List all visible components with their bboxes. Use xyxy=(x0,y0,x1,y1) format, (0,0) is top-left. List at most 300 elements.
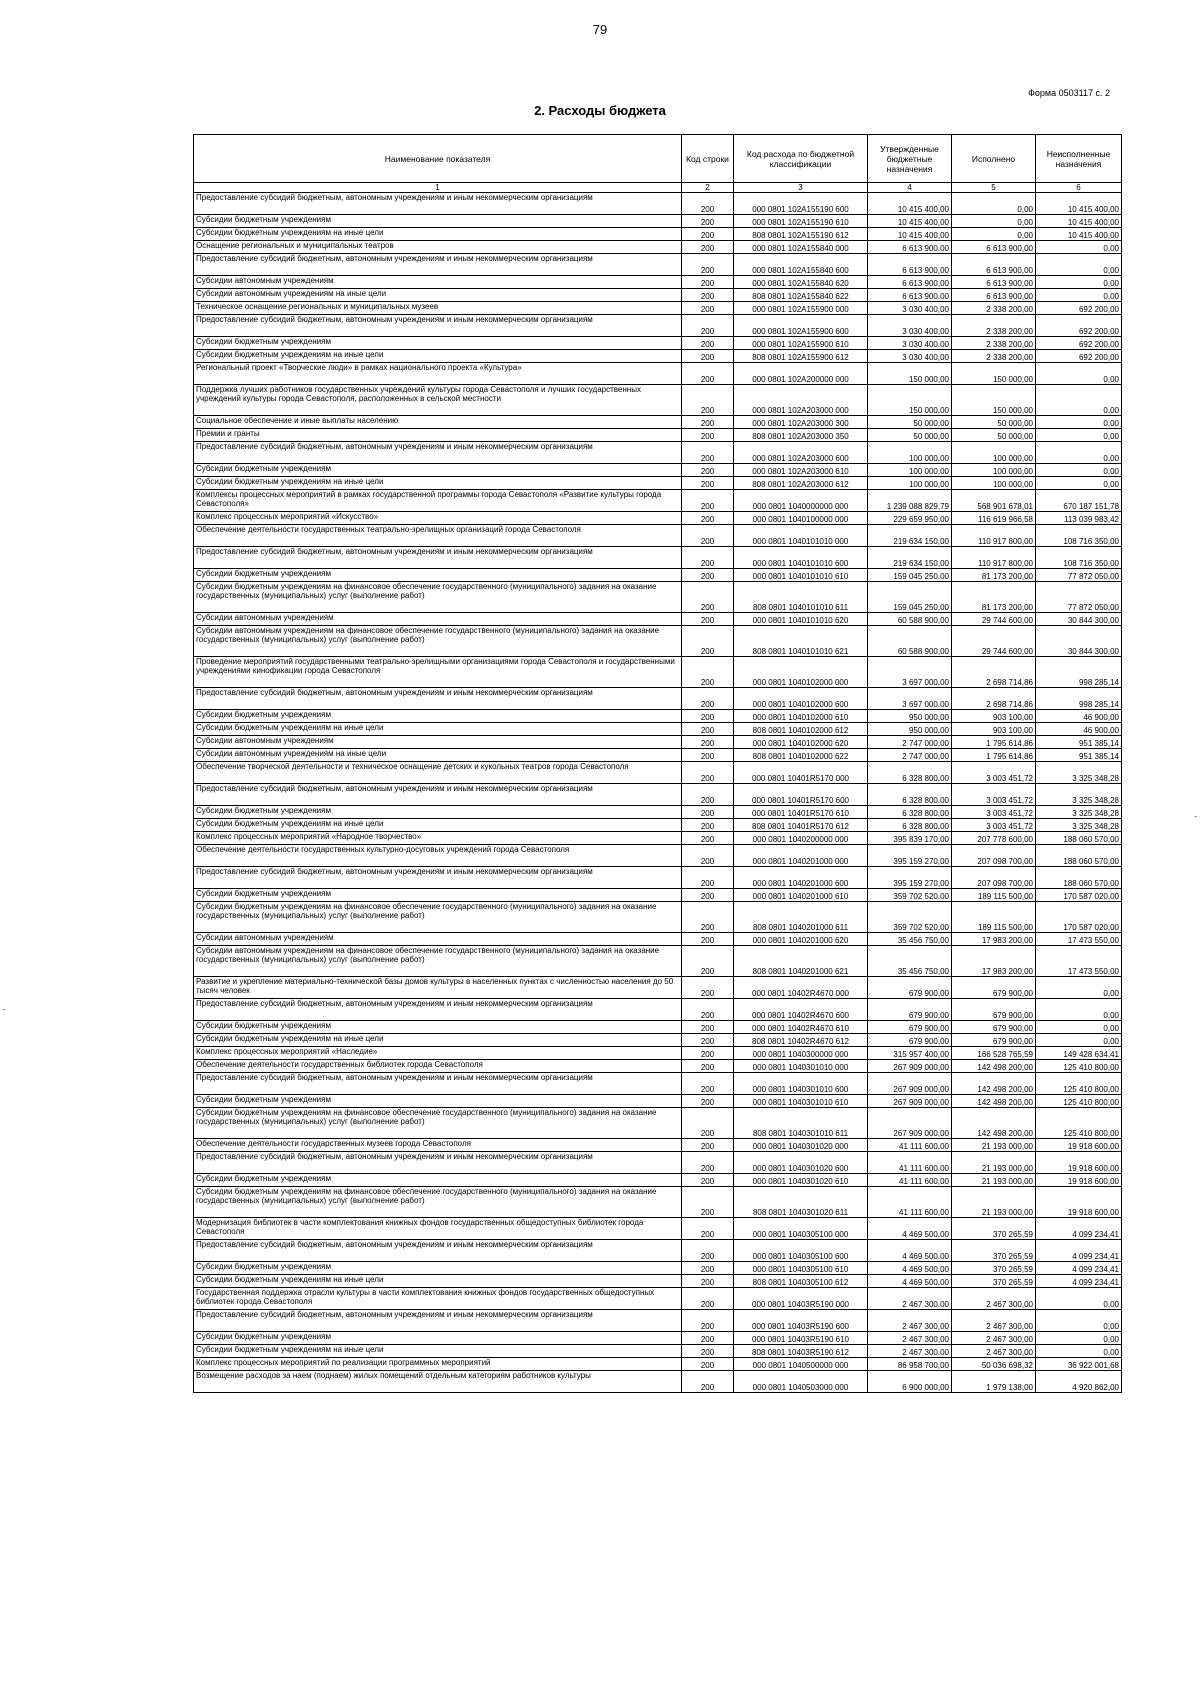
row-indicator-name: Обеспечение деятельности государственных музеев города Севастополя xyxy=(194,1139,682,1152)
row-classification-code: 000 0801 10401R5170 600 xyxy=(734,784,868,806)
header-approved: Утвержденные бюджетные назначения xyxy=(868,135,952,183)
row-line-code: 200 xyxy=(682,1139,734,1152)
row-classification-code: 000 0801 102А203000 600 xyxy=(734,442,868,464)
row-unexecuted: 0,00 xyxy=(1036,276,1122,289)
row-executed: 17 983 200,00 xyxy=(952,933,1036,946)
row-approved: 679 900,00 xyxy=(868,977,952,999)
row-approved: 3 697 000,00 xyxy=(868,657,952,688)
row-unexecuted: 10 415 400,00 xyxy=(1036,193,1122,215)
row-unexecuted: 0,00 xyxy=(1036,254,1122,276)
row-unexecuted: 4 099 234,41 xyxy=(1036,1240,1122,1262)
row-indicator-name: Техническое оснащение региональных и муниципальных музеев xyxy=(194,302,682,315)
row-line-code: 200 xyxy=(682,710,734,723)
row-approved: 359 702 520,00 xyxy=(868,889,952,902)
row-line-code: 200 xyxy=(682,626,734,657)
table-row xyxy=(194,512,1122,525)
row-line-code: 200 xyxy=(682,1187,734,1218)
row-unexecuted: 19 918 600,00 xyxy=(1036,1187,1122,1218)
row-indicator-name: Комплекс процессных мероприятий «Народное творчество» xyxy=(194,832,682,845)
table-row xyxy=(194,1275,1122,1288)
row-executed: 3 003 451,72 xyxy=(952,784,1036,806)
row-classification-code: 000 0801 102А203000 610 xyxy=(734,464,868,477)
row-approved: 6 613 900,00 xyxy=(868,276,952,289)
row-approved: 10 415 400,00 xyxy=(868,193,952,215)
row-classification-code: 000 0801 10402R4670 600 xyxy=(734,999,868,1021)
table-row xyxy=(194,1060,1122,1073)
row-unexecuted: 0,00 xyxy=(1036,1345,1122,1358)
table-row xyxy=(194,464,1122,477)
row-unexecuted: 77 872 050,00 xyxy=(1036,569,1122,582)
row-line-code: 200 xyxy=(682,547,734,569)
row-approved: 2 467 300,00 xyxy=(868,1288,952,1310)
row-classification-code: 000 0801 102А155190 610 xyxy=(734,215,868,228)
row-unexecuted: 3 325 348,28 xyxy=(1036,762,1122,784)
row-indicator-name: Субсидии бюджетным учреждениям на иные цели xyxy=(194,819,682,832)
row-unexecuted: 10 415 400,00 xyxy=(1036,215,1122,228)
row-unexecuted: 0,00 xyxy=(1036,1332,1122,1345)
row-indicator-name: Субсидии бюджетным учреждениям на финансовое обеспечение государственного (муниципального) задания на оказание государственных (муниципальных) услуг (выполнение работ) xyxy=(194,582,682,613)
row-approved: 6 613 900,00 xyxy=(868,241,952,254)
row-unexecuted: 0,00 xyxy=(1036,385,1122,416)
row-unexecuted: 0,00 xyxy=(1036,289,1122,302)
table-row xyxy=(194,289,1122,302)
row-classification-code: 000 0801 1040201000 610 xyxy=(734,889,868,902)
row-unexecuted: 108 716 350,00 xyxy=(1036,525,1122,547)
row-indicator-name: Субсидии бюджетным учреждениям xyxy=(194,710,682,723)
table-row xyxy=(194,215,1122,228)
row-classification-code: 000 0801 1040200000 000 xyxy=(734,832,868,845)
table-row xyxy=(194,1240,1122,1262)
row-indicator-name: Государственная поддержка отрасли культуры в части комплектования книжных фондов государственных общедоступных библиотек города Севастополя xyxy=(194,1288,682,1310)
row-classification-code: 000 0801 1040301020 600 xyxy=(734,1152,868,1174)
row-classification-code: 808 0801 102А203000 350 xyxy=(734,429,868,442)
row-unexecuted: 170 587 020,00 xyxy=(1036,889,1122,902)
row-approved: 2 467 300,00 xyxy=(868,1345,952,1358)
row-unexecuted: 692 200,00 xyxy=(1036,350,1122,363)
row-executed: 568 901 678,01 xyxy=(952,490,1036,512)
table-row xyxy=(194,477,1122,490)
row-executed: 207 098 700,00 xyxy=(952,867,1036,889)
row-indicator-name: Предоставление субсидий бюджетным, автономным учреждениям и иным некоммерческим организациям xyxy=(194,1152,682,1174)
row-line-code: 200 xyxy=(682,946,734,977)
row-line-code: 200 xyxy=(682,1108,734,1139)
table-row xyxy=(194,442,1122,464)
column-number: 5 xyxy=(952,183,1036,193)
table-row xyxy=(194,228,1122,241)
row-classification-code: 808 0801 10402R4670 612 xyxy=(734,1034,868,1047)
form-code: Форма 0503117 с. 2 xyxy=(1028,88,1110,98)
row-approved: 679 900,00 xyxy=(868,1021,952,1034)
row-approved: 679 900,00 xyxy=(868,999,952,1021)
table-row xyxy=(194,819,1122,832)
row-approved: 679 900,00 xyxy=(868,1034,952,1047)
row-approved: 950 000,00 xyxy=(868,710,952,723)
row-classification-code: 808 0801 102А155900 612 xyxy=(734,350,868,363)
row-approved: 4 469 500,00 xyxy=(868,1218,952,1240)
row-classification-code: 000 0801 1040201000 620 xyxy=(734,933,868,946)
row-line-code: 200 xyxy=(682,525,734,547)
row-unexecuted: 125 410 800,00 xyxy=(1036,1060,1122,1073)
table-row xyxy=(194,1345,1122,1358)
row-line-code: 200 xyxy=(682,193,734,215)
row-classification-code: 000 0801 10403R5190 600 xyxy=(734,1310,868,1332)
row-unexecuted: 125 410 800,00 xyxy=(1036,1095,1122,1108)
row-unexecuted: 170 587 020,00 xyxy=(1036,902,1122,933)
row-executed: 110 917 800,00 xyxy=(952,525,1036,547)
row-executed: 0,00 xyxy=(952,228,1036,241)
row-executed: 0,00 xyxy=(952,215,1036,228)
row-executed: 207 778 600,00 xyxy=(952,832,1036,845)
row-classification-code: 000 0801 1040301010 000 xyxy=(734,1060,868,1073)
row-approved: 100 000,00 xyxy=(868,464,952,477)
table-row xyxy=(194,429,1122,442)
row-executed: 207 098 700,00 xyxy=(952,845,1036,867)
row-line-code: 200 xyxy=(682,1345,734,1358)
row-classification-code: 000 0801 102А155190 600 xyxy=(734,193,868,215)
row-unexecuted: 0,00 xyxy=(1036,977,1122,999)
header-line-code: Код строки xyxy=(682,135,734,183)
row-approved: 60 588 900,00 xyxy=(868,613,952,626)
row-line-code: 200 xyxy=(682,613,734,626)
row-line-code: 200 xyxy=(682,1218,734,1240)
row-classification-code: 000 0801 102А155840 600 xyxy=(734,254,868,276)
row-executed: 2 338 200,00 xyxy=(952,315,1036,337)
row-indicator-name: Социальное обеспечение и иные выплаты населению xyxy=(194,416,682,429)
row-executed: 2 338 200,00 xyxy=(952,302,1036,315)
row-unexecuted: 30 844 300,00 xyxy=(1036,626,1122,657)
row-classification-code: 000 0801 1040305100 600 xyxy=(734,1240,868,1262)
row-classification-code: 000 0801 1040500000 000 xyxy=(734,1358,868,1371)
row-unexecuted: 0,00 xyxy=(1036,464,1122,477)
table-body xyxy=(194,193,1122,1393)
budget-expenses-table xyxy=(193,134,1122,1393)
row-indicator-name: Премии и гранты xyxy=(194,429,682,442)
row-approved: 3 030 400,00 xyxy=(868,337,952,350)
row-indicator-name: Предоставление субсидий бюджетным, автономным учреждениям и иным некоммерческим организациям xyxy=(194,193,682,215)
row-approved: 3 030 400,00 xyxy=(868,302,952,315)
row-indicator-name: Субсидии автономным учреждениям xyxy=(194,933,682,946)
row-indicator-name: Предоставление субсидий бюджетным, автономным учреждениям и иным некоммерческим организациям xyxy=(194,254,682,276)
table-row xyxy=(194,490,1122,512)
row-line-code: 200 xyxy=(682,902,734,933)
row-line-code: 200 xyxy=(682,1073,734,1095)
row-approved: 2 747 000,00 xyxy=(868,749,952,762)
table-row xyxy=(194,688,1122,710)
row-classification-code: 000 0801 1040101010 610 xyxy=(734,569,868,582)
table-row xyxy=(194,385,1122,416)
row-classification-code: 808 0801 102А155190 612 xyxy=(734,228,868,241)
row-unexecuted: 0,00 xyxy=(1036,442,1122,464)
row-line-code: 200 xyxy=(682,464,734,477)
row-line-code: 200 xyxy=(682,749,734,762)
row-approved: 60 588 900,00 xyxy=(868,626,952,657)
column-number: 3 xyxy=(734,183,868,193)
row-indicator-name: Обеспечение деятельности государственных библиотек города Севастополя xyxy=(194,1060,682,1073)
row-classification-code: 808 0801 1040102000 612 xyxy=(734,723,868,736)
table-row xyxy=(194,736,1122,749)
row-executed: 21 193 000,00 xyxy=(952,1174,1036,1187)
table-row xyxy=(194,1358,1122,1371)
row-unexecuted: 30 844 300,00 xyxy=(1036,613,1122,626)
scan-mark-right: - xyxy=(1194,812,1197,821)
row-indicator-name: Субсидии бюджетным учреждениям на иные цели xyxy=(194,477,682,490)
row-executed: 166 528 765,59 xyxy=(952,1047,1036,1060)
row-line-code: 200 xyxy=(682,1262,734,1275)
row-classification-code: 808 0801 10403R5190 612 xyxy=(734,1345,868,1358)
table-row xyxy=(194,657,1122,688)
row-line-code: 200 xyxy=(682,819,734,832)
row-unexecuted: 19 918 600,00 xyxy=(1036,1139,1122,1152)
row-unexecuted: 10 415 400,00 xyxy=(1036,228,1122,241)
row-executed: 6 613 900,00 xyxy=(952,241,1036,254)
row-unexecuted: 4 099 234,41 xyxy=(1036,1218,1122,1240)
row-approved: 267 909 000,00 xyxy=(868,1073,952,1095)
row-indicator-name: Развитие и укрепление материально-технической базы домов культуры в населенных пунктах с численностью населения до 50 тысяч человек xyxy=(194,977,682,999)
row-executed: 81 173 200,00 xyxy=(952,582,1036,613)
row-classification-code: 000 0801 102А200000 000 xyxy=(734,363,868,385)
row-unexecuted: 19 918 600,00 xyxy=(1036,1152,1122,1174)
row-line-code: 200 xyxy=(682,254,734,276)
row-classification-code: 808 0801 1040101010 611 xyxy=(734,582,868,613)
row-indicator-name: Субсидии бюджетным учреждениям xyxy=(194,889,682,902)
row-indicator-name: Проведение мероприятий государственными театрально-зрелищными организациями города Севастополя и государственными учреждениями кинофикации города Севастополя xyxy=(194,657,682,688)
row-classification-code: 000 0801 1040100000 000 xyxy=(734,512,868,525)
table-row xyxy=(194,933,1122,946)
row-line-code: 200 xyxy=(682,1060,734,1073)
row-classification-code: 000 0801 102А155900 000 xyxy=(734,302,868,315)
row-classification-code: 000 0801 102А155900 610 xyxy=(734,337,868,350)
row-classification-code: 000 0801 10403R5190 610 xyxy=(734,1332,868,1345)
row-classification-code: 000 0801 1040101010 000 xyxy=(734,525,868,547)
table-row xyxy=(194,337,1122,350)
row-executed: 81 173 200,00 xyxy=(952,569,1036,582)
row-unexecuted: 0,00 xyxy=(1036,477,1122,490)
row-executed: 6 613 900,00 xyxy=(952,254,1036,276)
row-classification-code: 000 0801 1040102000 620 xyxy=(734,736,868,749)
page-number: 79 xyxy=(592,22,608,37)
row-line-code: 200 xyxy=(682,1240,734,1262)
row-indicator-name: Поддержка лучших работников государственных учреждений культуры города Севастополя и лучших государственных учреждений культуры города Севастополя, расположенных в сельской местности xyxy=(194,385,682,416)
row-approved: 229 659 950,00 xyxy=(868,512,952,525)
row-indicator-name: Субсидии бюджетным учреждениям xyxy=(194,569,682,582)
row-approved: 2 747 000,00 xyxy=(868,736,952,749)
row-indicator-name: Субсидии бюджетным учреждениям на иные цели xyxy=(194,228,682,241)
row-executed: 150 000,00 xyxy=(952,363,1036,385)
row-classification-code: 000 0801 1040101010 600 xyxy=(734,547,868,569)
row-unexecuted: 19 918 600,00 xyxy=(1036,1174,1122,1187)
row-classification-code: 000 0801 1040201000 000 xyxy=(734,845,868,867)
row-indicator-name: Субсидии бюджетным учреждениям на иные цели xyxy=(194,1275,682,1288)
table-row xyxy=(194,193,1122,215)
row-classification-code: 808 0801 102А155840 622 xyxy=(734,289,868,302)
row-line-code: 200 xyxy=(682,385,734,416)
row-executed: 370 265,59 xyxy=(952,1218,1036,1240)
row-unexecuted: 3 325 348,28 xyxy=(1036,819,1122,832)
row-indicator-name: Субсидии автономным учреждениям xyxy=(194,613,682,626)
row-indicator-name: Комплекс процессных мероприятий «Наследие» xyxy=(194,1047,682,1060)
row-line-code: 200 xyxy=(682,350,734,363)
column-number: 1 xyxy=(194,183,682,193)
row-executed: 2 338 200,00 xyxy=(952,350,1036,363)
table-row xyxy=(194,350,1122,363)
scan-mark-left: - xyxy=(3,1005,6,1014)
row-approved: 395 839 170,00 xyxy=(868,832,952,845)
row-executed: 2 467 300,00 xyxy=(952,1310,1036,1332)
column-number: 4 xyxy=(868,183,952,193)
row-approved: 41 111 600,00 xyxy=(868,1174,952,1187)
row-line-code: 200 xyxy=(682,289,734,302)
row-classification-code: 000 0801 1040301020 610 xyxy=(734,1174,868,1187)
table-row xyxy=(194,1139,1122,1152)
row-unexecuted: 951 385,14 xyxy=(1036,749,1122,762)
row-line-code: 200 xyxy=(682,889,734,902)
row-executed: 142 498 200,00 xyxy=(952,1095,1036,1108)
row-indicator-name: Субсидии бюджетным учреждениям xyxy=(194,1174,682,1187)
table-row xyxy=(194,569,1122,582)
row-unexecuted: 188 060 570,00 xyxy=(1036,832,1122,845)
table-row xyxy=(194,626,1122,657)
row-line-code: 200 xyxy=(682,1288,734,1310)
row-line-code: 200 xyxy=(682,688,734,710)
row-line-code: 200 xyxy=(682,657,734,688)
row-line-code: 200 xyxy=(682,429,734,442)
table-row xyxy=(194,710,1122,723)
row-approved: 100 000,00 xyxy=(868,477,952,490)
row-unexecuted: 692 200,00 xyxy=(1036,315,1122,337)
row-indicator-name: Субсидии бюджетным учреждениям на иные цели xyxy=(194,1345,682,1358)
row-line-code: 200 xyxy=(682,1152,734,1174)
row-executed: 679 900,00 xyxy=(952,1034,1036,1047)
column-number: 6 xyxy=(1036,183,1122,193)
table-row xyxy=(194,1262,1122,1275)
row-classification-code: 808 0801 1040305100 612 xyxy=(734,1275,868,1288)
row-approved: 41 111 600,00 xyxy=(868,1152,952,1174)
row-classification-code: 000 0801 10403R5190 000 xyxy=(734,1288,868,1310)
row-line-code: 200 xyxy=(682,832,734,845)
row-unexecuted: 125 410 800,00 xyxy=(1036,1073,1122,1095)
row-executed: 100 000,00 xyxy=(952,477,1036,490)
row-approved: 41 111 600,00 xyxy=(868,1139,952,1152)
row-executed: 370 265,59 xyxy=(952,1262,1036,1275)
table-row xyxy=(194,582,1122,613)
row-approved: 6 328 800,00 xyxy=(868,784,952,806)
table-row xyxy=(194,1034,1122,1047)
row-unexecuted: 3 325 348,28 xyxy=(1036,806,1122,819)
row-executed: 100 000,00 xyxy=(952,464,1036,477)
row-indicator-name: Субсидии автономным учреждениям на иные цели xyxy=(194,749,682,762)
row-executed: 2 467 300,00 xyxy=(952,1345,1036,1358)
row-classification-code: 000 0801 1040101010 620 xyxy=(734,613,868,626)
row-approved: 10 415 400,00 xyxy=(868,228,952,241)
row-indicator-name: Субсидии бюджетным учреждениям на иные цели xyxy=(194,723,682,736)
row-approved: 50 000,00 xyxy=(868,416,952,429)
row-indicator-name: Субсидии бюджетным учреждениям xyxy=(194,1021,682,1034)
row-indicator-name: Субсидии бюджетным учреждениям xyxy=(194,1095,682,1108)
row-classification-code: 000 0801 10401R5170 610 xyxy=(734,806,868,819)
row-approved: 219 634 150,00 xyxy=(868,525,952,547)
row-classification-code: 000 0801 1040301010 600 xyxy=(734,1073,868,1095)
row-indicator-name: Модернизация библиотек в части комплектования книжных фондов государственных общедоступных библиотек города Севастополя xyxy=(194,1218,682,1240)
table-row xyxy=(194,1095,1122,1108)
row-executed: 903 100,00 xyxy=(952,710,1036,723)
table-row xyxy=(194,977,1122,999)
row-approved: 159 045 250,00 xyxy=(868,582,952,613)
row-line-code: 200 xyxy=(682,1358,734,1371)
row-indicator-name: Субсидии бюджетным учреждениям xyxy=(194,806,682,819)
table-row xyxy=(194,1288,1122,1310)
row-approved: 395 159 270,00 xyxy=(868,867,952,889)
row-approved: 6 613 900,00 xyxy=(868,254,952,276)
row-classification-code: 808 0801 1040201000 621 xyxy=(734,946,868,977)
row-executed: 3 003 451,72 xyxy=(952,806,1036,819)
row-classification-code: 000 0801 1040102000 610 xyxy=(734,710,868,723)
row-unexecuted: 998 285,14 xyxy=(1036,657,1122,688)
row-unexecuted: 0,00 xyxy=(1036,999,1122,1021)
row-classification-code: 000 0801 1040102000 000 xyxy=(734,657,868,688)
row-approved: 3 030 400,00 xyxy=(868,315,952,337)
row-classification-code: 808 0801 1040301010 611 xyxy=(734,1108,868,1139)
row-approved: 2 467 300,00 xyxy=(868,1332,952,1345)
table-row xyxy=(194,832,1122,845)
row-line-code: 200 xyxy=(682,241,734,254)
row-unexecuted: 149 428 634,41 xyxy=(1036,1047,1122,1060)
table-row xyxy=(194,762,1122,784)
row-unexecuted: 188 060 570,00 xyxy=(1036,867,1122,889)
table-row xyxy=(194,315,1122,337)
row-indicator-name: Субсидии автономным учреждениям xyxy=(194,276,682,289)
row-executed: 679 900,00 xyxy=(952,977,1036,999)
header-indicator-name: Наименование показателя xyxy=(194,135,682,183)
row-line-code: 200 xyxy=(682,569,734,582)
table-row xyxy=(194,416,1122,429)
row-indicator-name: Субсидии бюджетным учреждениям xyxy=(194,1332,682,1345)
column-number: 2 xyxy=(682,183,734,193)
row-classification-code: 000 0801 1040300000 000 xyxy=(734,1047,868,1060)
row-indicator-name: Субсидии бюджетным учреждениям на финансовое обеспечение государственного (муниципального) задания на оказание государственных (муниципальных) услуг (выполнение работ) xyxy=(194,1187,682,1218)
row-executed: 21 193 000,00 xyxy=(952,1187,1036,1218)
row-classification-code: 000 0801 102А203000 000 xyxy=(734,385,868,416)
row-indicator-name: Субсидии бюджетным учреждениям на иные цели xyxy=(194,1034,682,1047)
table-row xyxy=(194,723,1122,736)
table-row xyxy=(194,1187,1122,1218)
row-approved: 2 467 300,00 xyxy=(868,1310,952,1332)
row-approved: 950 000,00 xyxy=(868,723,952,736)
row-unexecuted: 0,00 xyxy=(1036,363,1122,385)
row-unexecuted: 0,00 xyxy=(1036,1034,1122,1047)
row-approved: 10 415 400,00 xyxy=(868,215,952,228)
row-executed: 189 115 500,00 xyxy=(952,889,1036,902)
row-indicator-name: Обеспечение творческой деятельности и техническое оснащение детских и кукольных театров города Севастополя xyxy=(194,762,682,784)
row-executed: 1 795 614,86 xyxy=(952,736,1036,749)
row-executed: 21 193 000,00 xyxy=(952,1139,1036,1152)
row-indicator-name: Предоставление субсидий бюджетным, автономным учреждениям и иным некоммерческим организациям xyxy=(194,442,682,464)
row-executed: 903 100,00 xyxy=(952,723,1036,736)
row-executed: 2 698 714,86 xyxy=(952,657,1036,688)
row-unexecuted: 108 716 350,00 xyxy=(1036,547,1122,569)
row-line-code: 200 xyxy=(682,1021,734,1034)
row-approved: 3 697 000,00 xyxy=(868,688,952,710)
row-approved: 6 613 900,00 xyxy=(868,289,952,302)
row-line-code: 200 xyxy=(682,867,734,889)
row-approved: 150 000,00 xyxy=(868,363,952,385)
row-classification-code: 000 0801 1040102000 600 xyxy=(734,688,868,710)
row-executed: 29 744 600,00 xyxy=(952,613,1036,626)
header-classification-code: Код расхода по бюджетной классификации xyxy=(734,135,868,183)
row-classification-code: 808 0801 1040102000 622 xyxy=(734,749,868,762)
row-classification-code: 808 0801 10401R5170 612 xyxy=(734,819,868,832)
row-classification-code: 000 0801 10401R5170 000 xyxy=(734,762,868,784)
row-line-code: 200 xyxy=(682,363,734,385)
